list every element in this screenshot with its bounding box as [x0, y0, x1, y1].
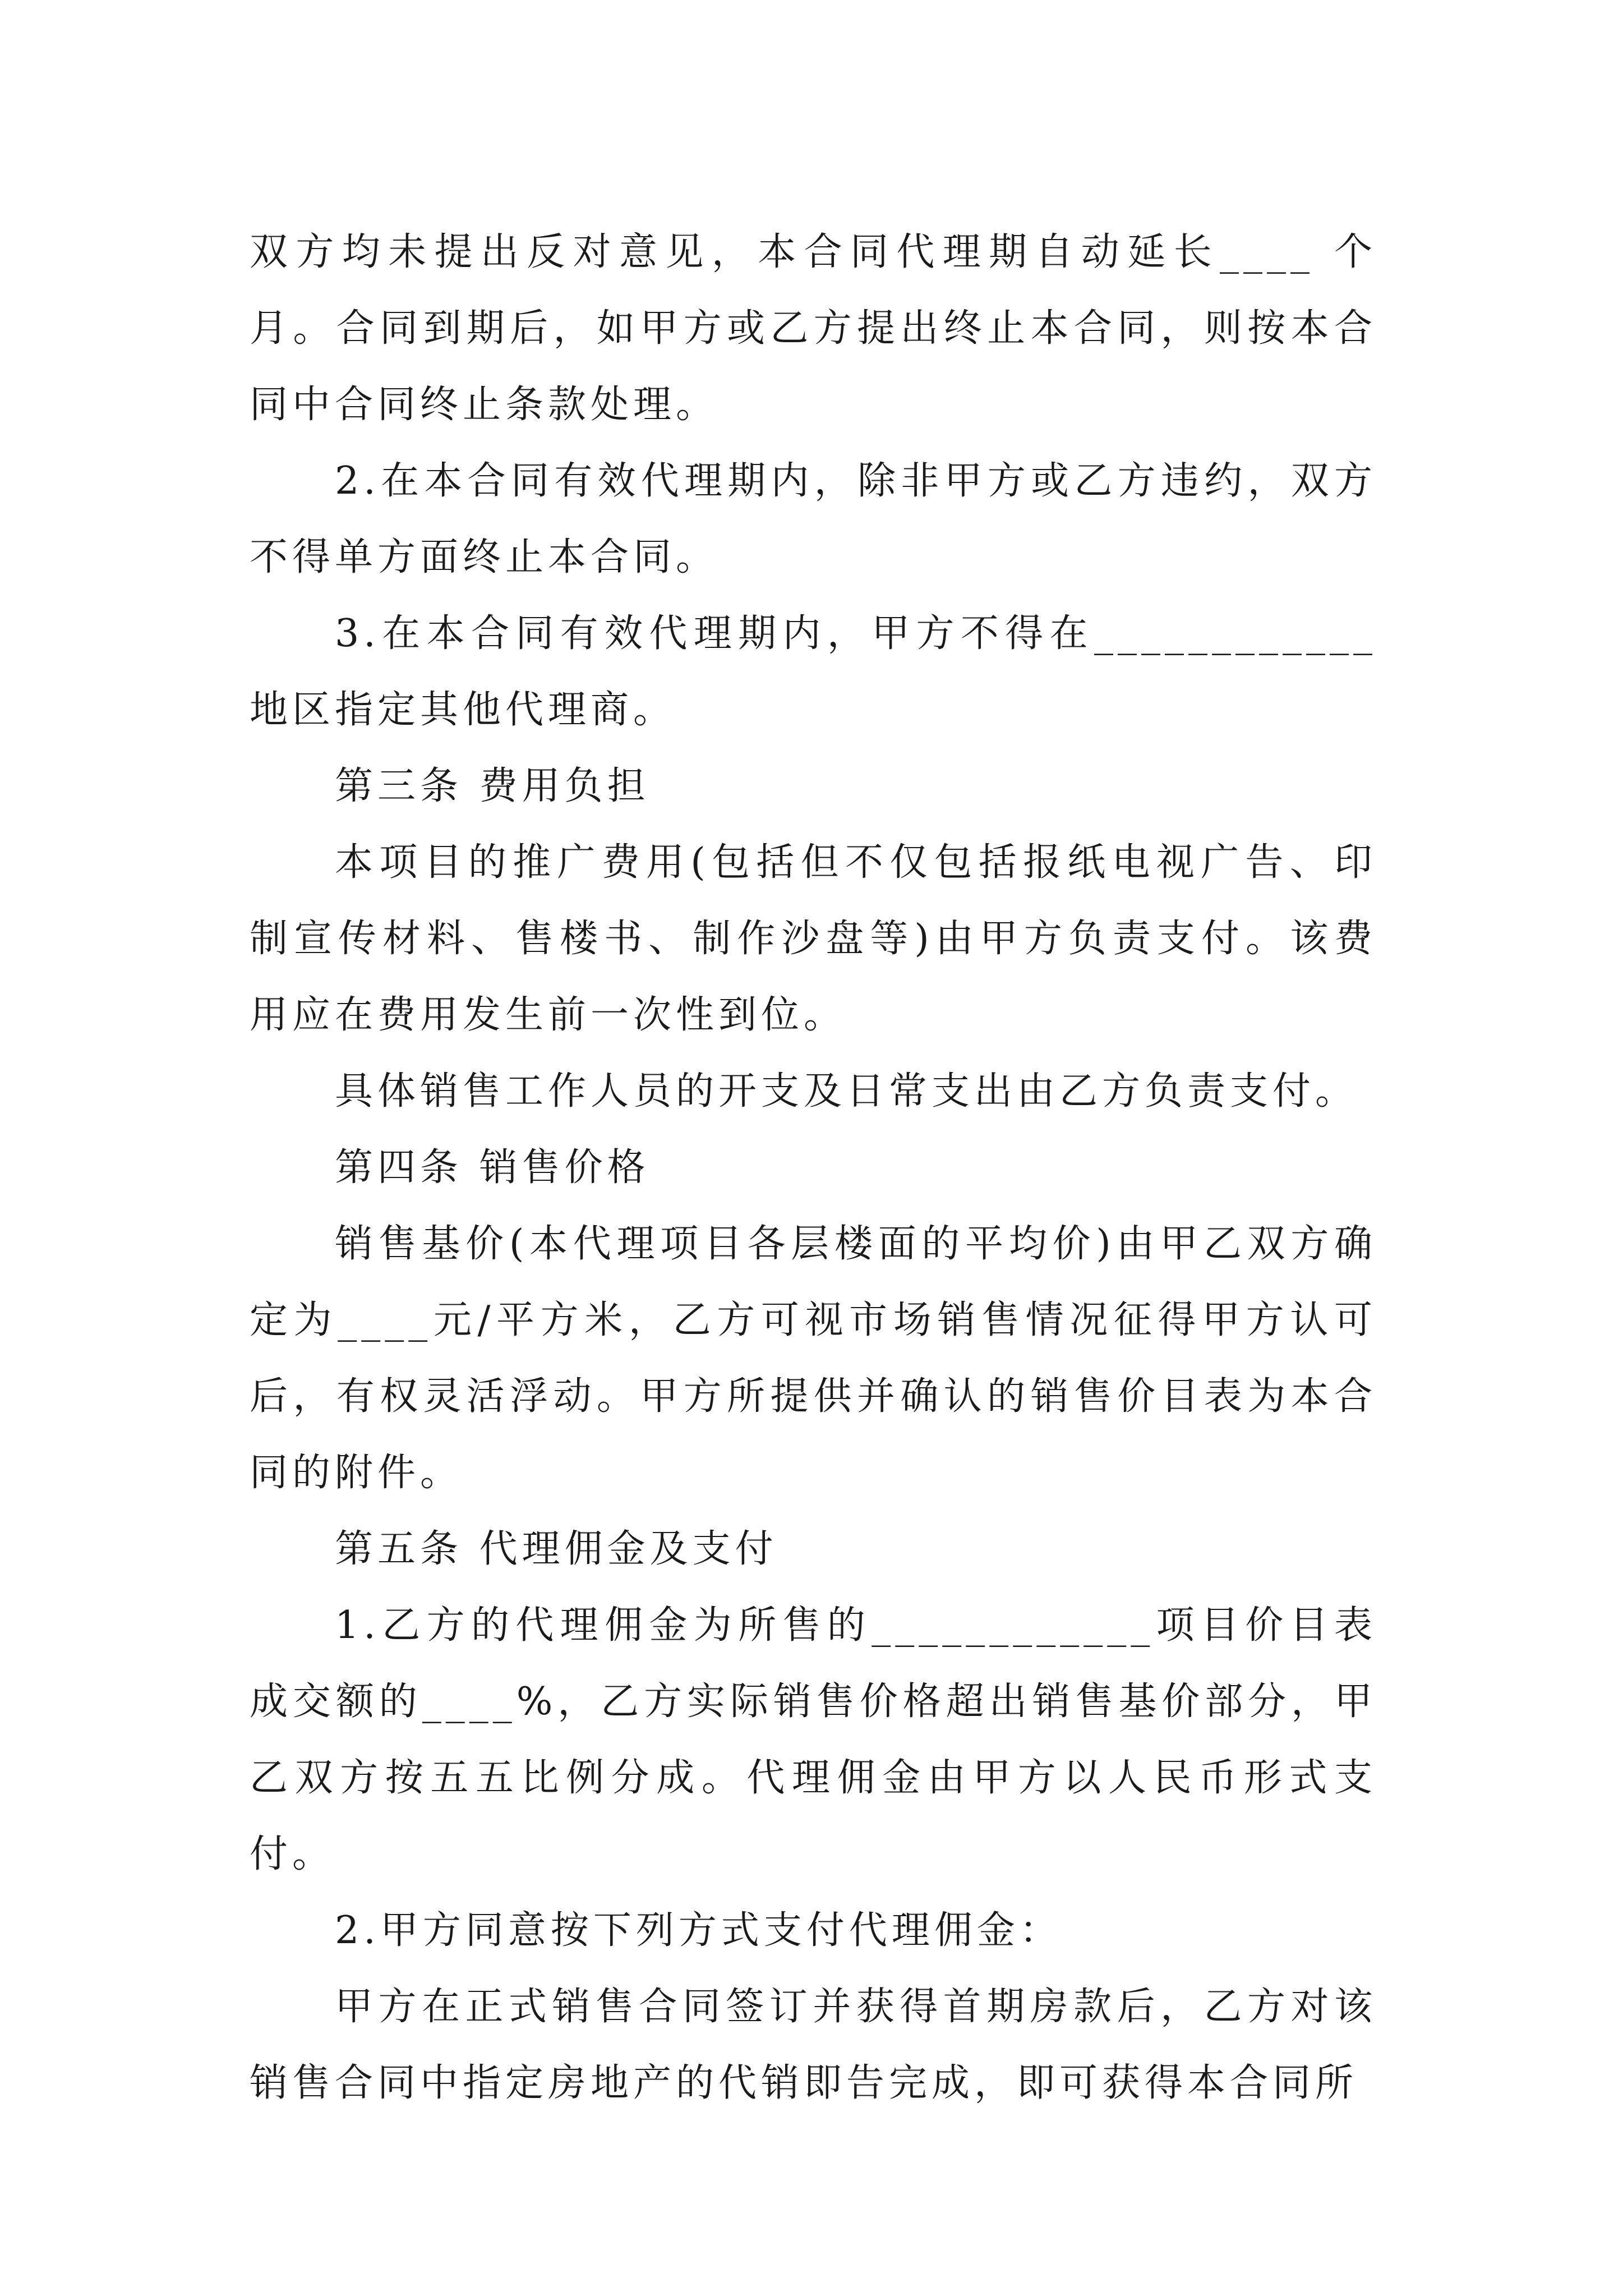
paragraph-base-price: 销售基价(本代理项目各层楼面的平均价)由甲乙双方确定为____元/平方米，乙方可视市场销售情况征得甲方认可后，有权灵活浮动。甲方所提供并确认的销售价目表为本合同的附件。: [250, 1222, 1377, 1495]
paragraph-clause-3: 3.在本合同有效代理期内，甲方不得在____________地区指定其他代理商。: [250, 611, 1377, 732]
paragraph-payment-condition: 甲方在正式销售合同签订并获得首期房款后，乙方对该销售合同中指定房地产的代销即告完成，即可获得本合同所: [250, 1985, 1377, 2105]
paragraph-clause-2: 2.在本合同有效代理期内，除非甲方或乙方违约，双方不得单方面终止本合同。: [250, 459, 1377, 579]
paragraph-commission-rate: 1.乙方的代理佣金为所售的____________项目价目表成交额的____%，乙方实际销售价格超出销售基价部分，甲乙双方按五五比例分成。代理佣金由甲方以人民币形式支付。: [250, 1603, 1377, 1876]
paragraph-promotion-costs: 本项目的推广费用(包括但不仅包括报纸电视广告、印制宣传材料、售楼书、制作沙盘等)由甲方负责支付。该费用应在费用发生前一次性到位。: [250, 840, 1377, 1037]
section-heading-article-4: 第四条 销售价格: [335, 1145, 650, 1190]
section-heading-article-5: 第五条 代理佣金及支付: [335, 1527, 778, 1571]
contract-body: [250, 214, 1377, 2122]
paragraph-extension-clause: 双方均未提出反对意见，本合同代理期自动延长____ 个月。合同到期后，如甲方或乙方提出终止本合同，则按本合同中合同终止条款处理。: [250, 230, 1377, 427]
paragraph-staff-costs: 具体销售工作人员的开支及日常支出由乙方负责支付。: [335, 1069, 1358, 1114]
section-heading-article-3: 第三条 费用负担: [335, 764, 650, 808]
paragraph-payment-method: 2.甲方同意按下列方式支付代理佣金：: [335, 1908, 1062, 1953]
